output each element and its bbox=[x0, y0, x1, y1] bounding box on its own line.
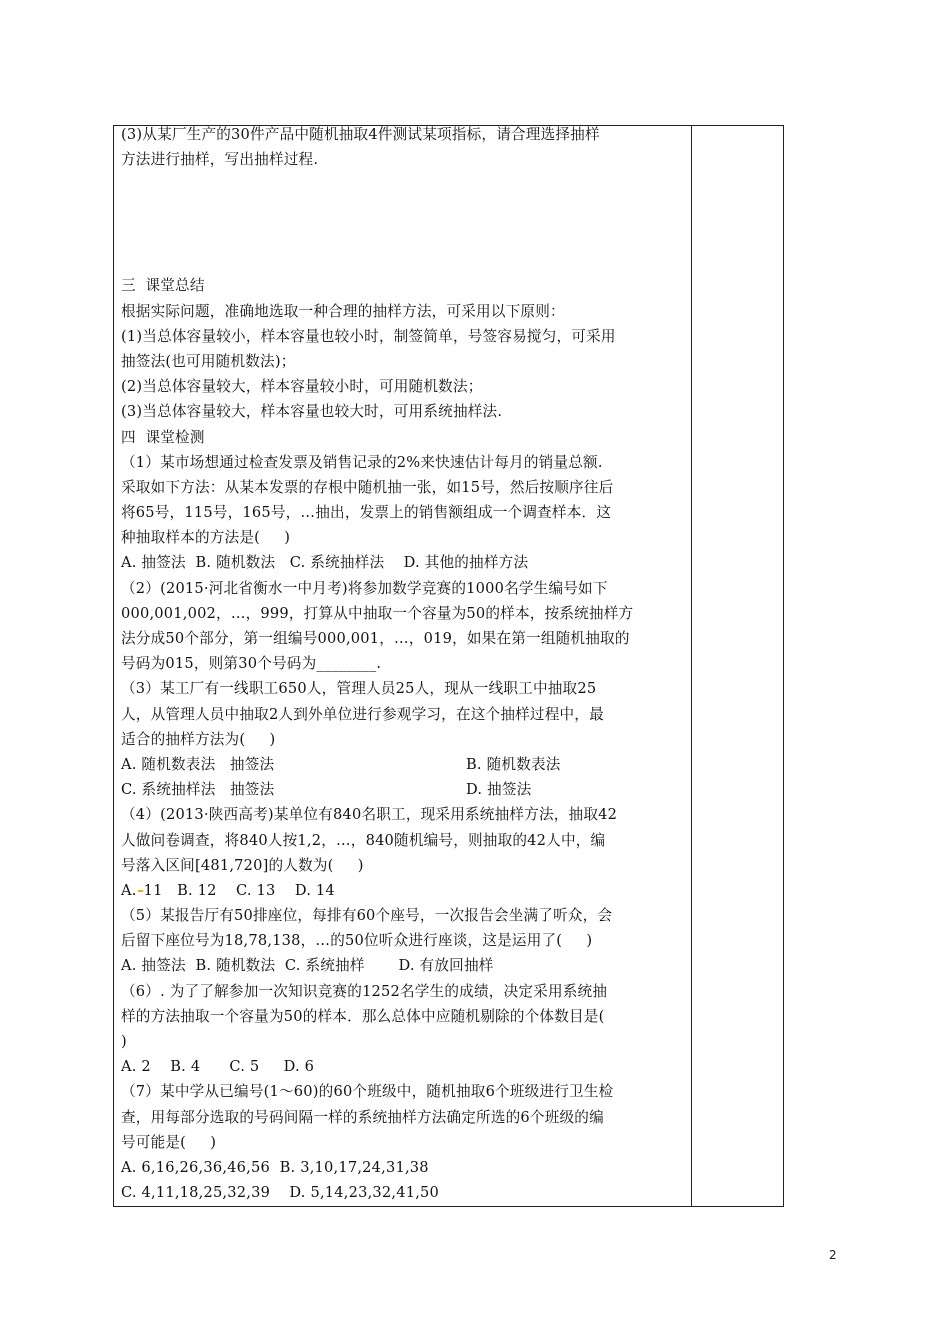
worksheet-content bbox=[121, 122, 687, 1205]
problem-4-options bbox=[121, 878, 687, 903]
problem-6-options: A. 2 B. 4 C. 5 D. 6 bbox=[121, 1058, 315, 1076]
problem-3-options-ab bbox=[121, 752, 687, 777]
problem-7-options-cd: C. 4,11,18,25,32,39 D. 5,14,23,32,41,50 bbox=[121, 1184, 439, 1202]
summary-intro: 根据实际问题，准确地选取一种合理的抽样方法，可采用以下原则： bbox=[121, 302, 565, 320]
problem-1-line-4: 种抽取样本的方法是( ) bbox=[121, 529, 291, 547]
problem-5-line-2: 后留下座位号为18,78,138，…的50位听众进行座谈，这是运用了( ) bbox=[121, 932, 593, 950]
problem-7-line-2: 查，用每部分选取的号码间隔一样的系统抽样方法确定所选的6个班级的编 bbox=[121, 1108, 604, 1126]
summary-rule-3: (3)当总体容量较大，样本容量也较大时，可用系统抽样法. bbox=[121, 403, 503, 421]
problem-7-line-1: （7）某中学从已编号(1～60)的60个班级中，随机抽取6个班级进行卫生检 bbox=[121, 1083, 614, 1101]
problem-6-line-1: （6）. 为了了解参加一次知识竞赛的1252名学生的成绩，决定采用系统抽 bbox=[121, 982, 608, 1000]
problem-2-line-2: 000,001,002，…，999，打算从中抽取一个容量为50的样本，按系统抽样方 bbox=[121, 604, 634, 622]
problem-6-line-3: ) bbox=[121, 1033, 127, 1050]
problem-3-line-2: 人，从管理人员中抽取2人到外单位进行参观学习，在这个抽样过程中，最 bbox=[121, 705, 604, 723]
page-number: 2 bbox=[829, 1248, 837, 1262]
test-heading: 四 课堂检测 bbox=[121, 428, 205, 446]
problem-2-line-3: 法分成50个部分，第一组编号000,001，…，019，如果在第一组随机抽取的 bbox=[121, 630, 630, 647]
problem-1-line-3: 将65号，115号，165号，…抽出，发票上的销售额组成一个调查样本．这 bbox=[121, 504, 612, 522]
problem-3-line-1: （3）某工厂有一线职工650人，管理人员25人，现从一线职工中抽取25 bbox=[121, 680, 597, 698]
problem-4-option-a-prefix: A. bbox=[121, 881, 137, 899]
table-column-divider bbox=[691, 125, 692, 1207]
q3-line-2: 方法进行抽样，写出抽样过程. bbox=[121, 151, 319, 169]
problem-5-options: A. 抽签法 B. 随机数法 C. 系统抽样 D. 有放回抽样 bbox=[121, 957, 494, 975]
summary-rule-1-line-2: 抽签法(也可用随机数法)； bbox=[121, 352, 296, 370]
problem-5-line-1: （5）某报告厅有50排座位，每排有60个座号，一次报告会坐满了听众，会 bbox=[121, 907, 613, 925]
problem-1-line-1: （1）某市场想通过检查发票及销售记录的2%来快速估计每月的销量总额. bbox=[121, 453, 603, 471]
problem-4-options-rest: 11 B. 12 C. 13 D. 14 bbox=[143, 881, 335, 899]
problem-3-line-3: 适合的抽样方法为( ) bbox=[121, 730, 276, 748]
problem-3-option-c: C. 系统抽样法 抽签法 bbox=[121, 781, 275, 799]
problem-6-line-2: 样的方法抽取一个容量为50的样本．那么总体中应随机剔除的个体数目是( bbox=[121, 1007, 605, 1025]
q3-line-1: (3)从某厂生产的30件产品中随机抽取4件测试某项指标，请合理选择抽样 bbox=[121, 126, 600, 143]
problem-3-option-a: A. 随机数表法 抽签法 bbox=[121, 755, 275, 773]
problem-4-line-3: 号落入区间[481,720]的人数为( ) bbox=[121, 856, 364, 874]
answer-space bbox=[121, 172, 687, 273]
problem-4-line-1: （4）(2013·陕西高考)某单位有840名职工，现采用系统抽样方法，抽取42 bbox=[121, 806, 618, 824]
summary-rule-2: (2)当总体容量较大，样本容量较小时，可用随机数法； bbox=[121, 378, 483, 396]
problem-7-line-3: 号可能是( ) bbox=[121, 1133, 217, 1151]
problem-7-options-ab: A. 6,16,26,36,46,56 B. 3,10,17,24,31,38 bbox=[121, 1158, 429, 1176]
problem-3-option-d: D. 抽签法 bbox=[466, 781, 532, 799]
problem-2-line-1: （2）(2015·河北省衡水一中月考)将参加数学竞赛的1000名学生编号如下 bbox=[121, 579, 608, 597]
summary-rule-1-line-1: (1)当总体容量较小，样本容量也较小时，制签简单，号签容易搅匀，可采用 bbox=[121, 327, 616, 345]
summary-heading: 三 课堂总结 bbox=[121, 277, 205, 295]
problem-1-options: A. 抽签法 B. 随机数法 C. 系统抽样法 D. 其他的抽样方法 bbox=[121, 554, 529, 572]
problem-2-line-4: 号码为015，则第30个号码为________. bbox=[121, 655, 382, 673]
problem-1-line-2: 采取如下方法：从某本发票的存根中随机抽一张，如15号，然后按顺序往后 bbox=[121, 478, 614, 496]
highlight-mark bbox=[138, 890, 143, 892]
problem-3-options-cd bbox=[121, 777, 687, 802]
problem-4-line-2: 人做问卷调查，将840人按1,2，…，840随机编号，则抽取的42人中，编 bbox=[121, 831, 606, 849]
problem-3-option-b: B. 随机数表法 bbox=[466, 755, 561, 773]
